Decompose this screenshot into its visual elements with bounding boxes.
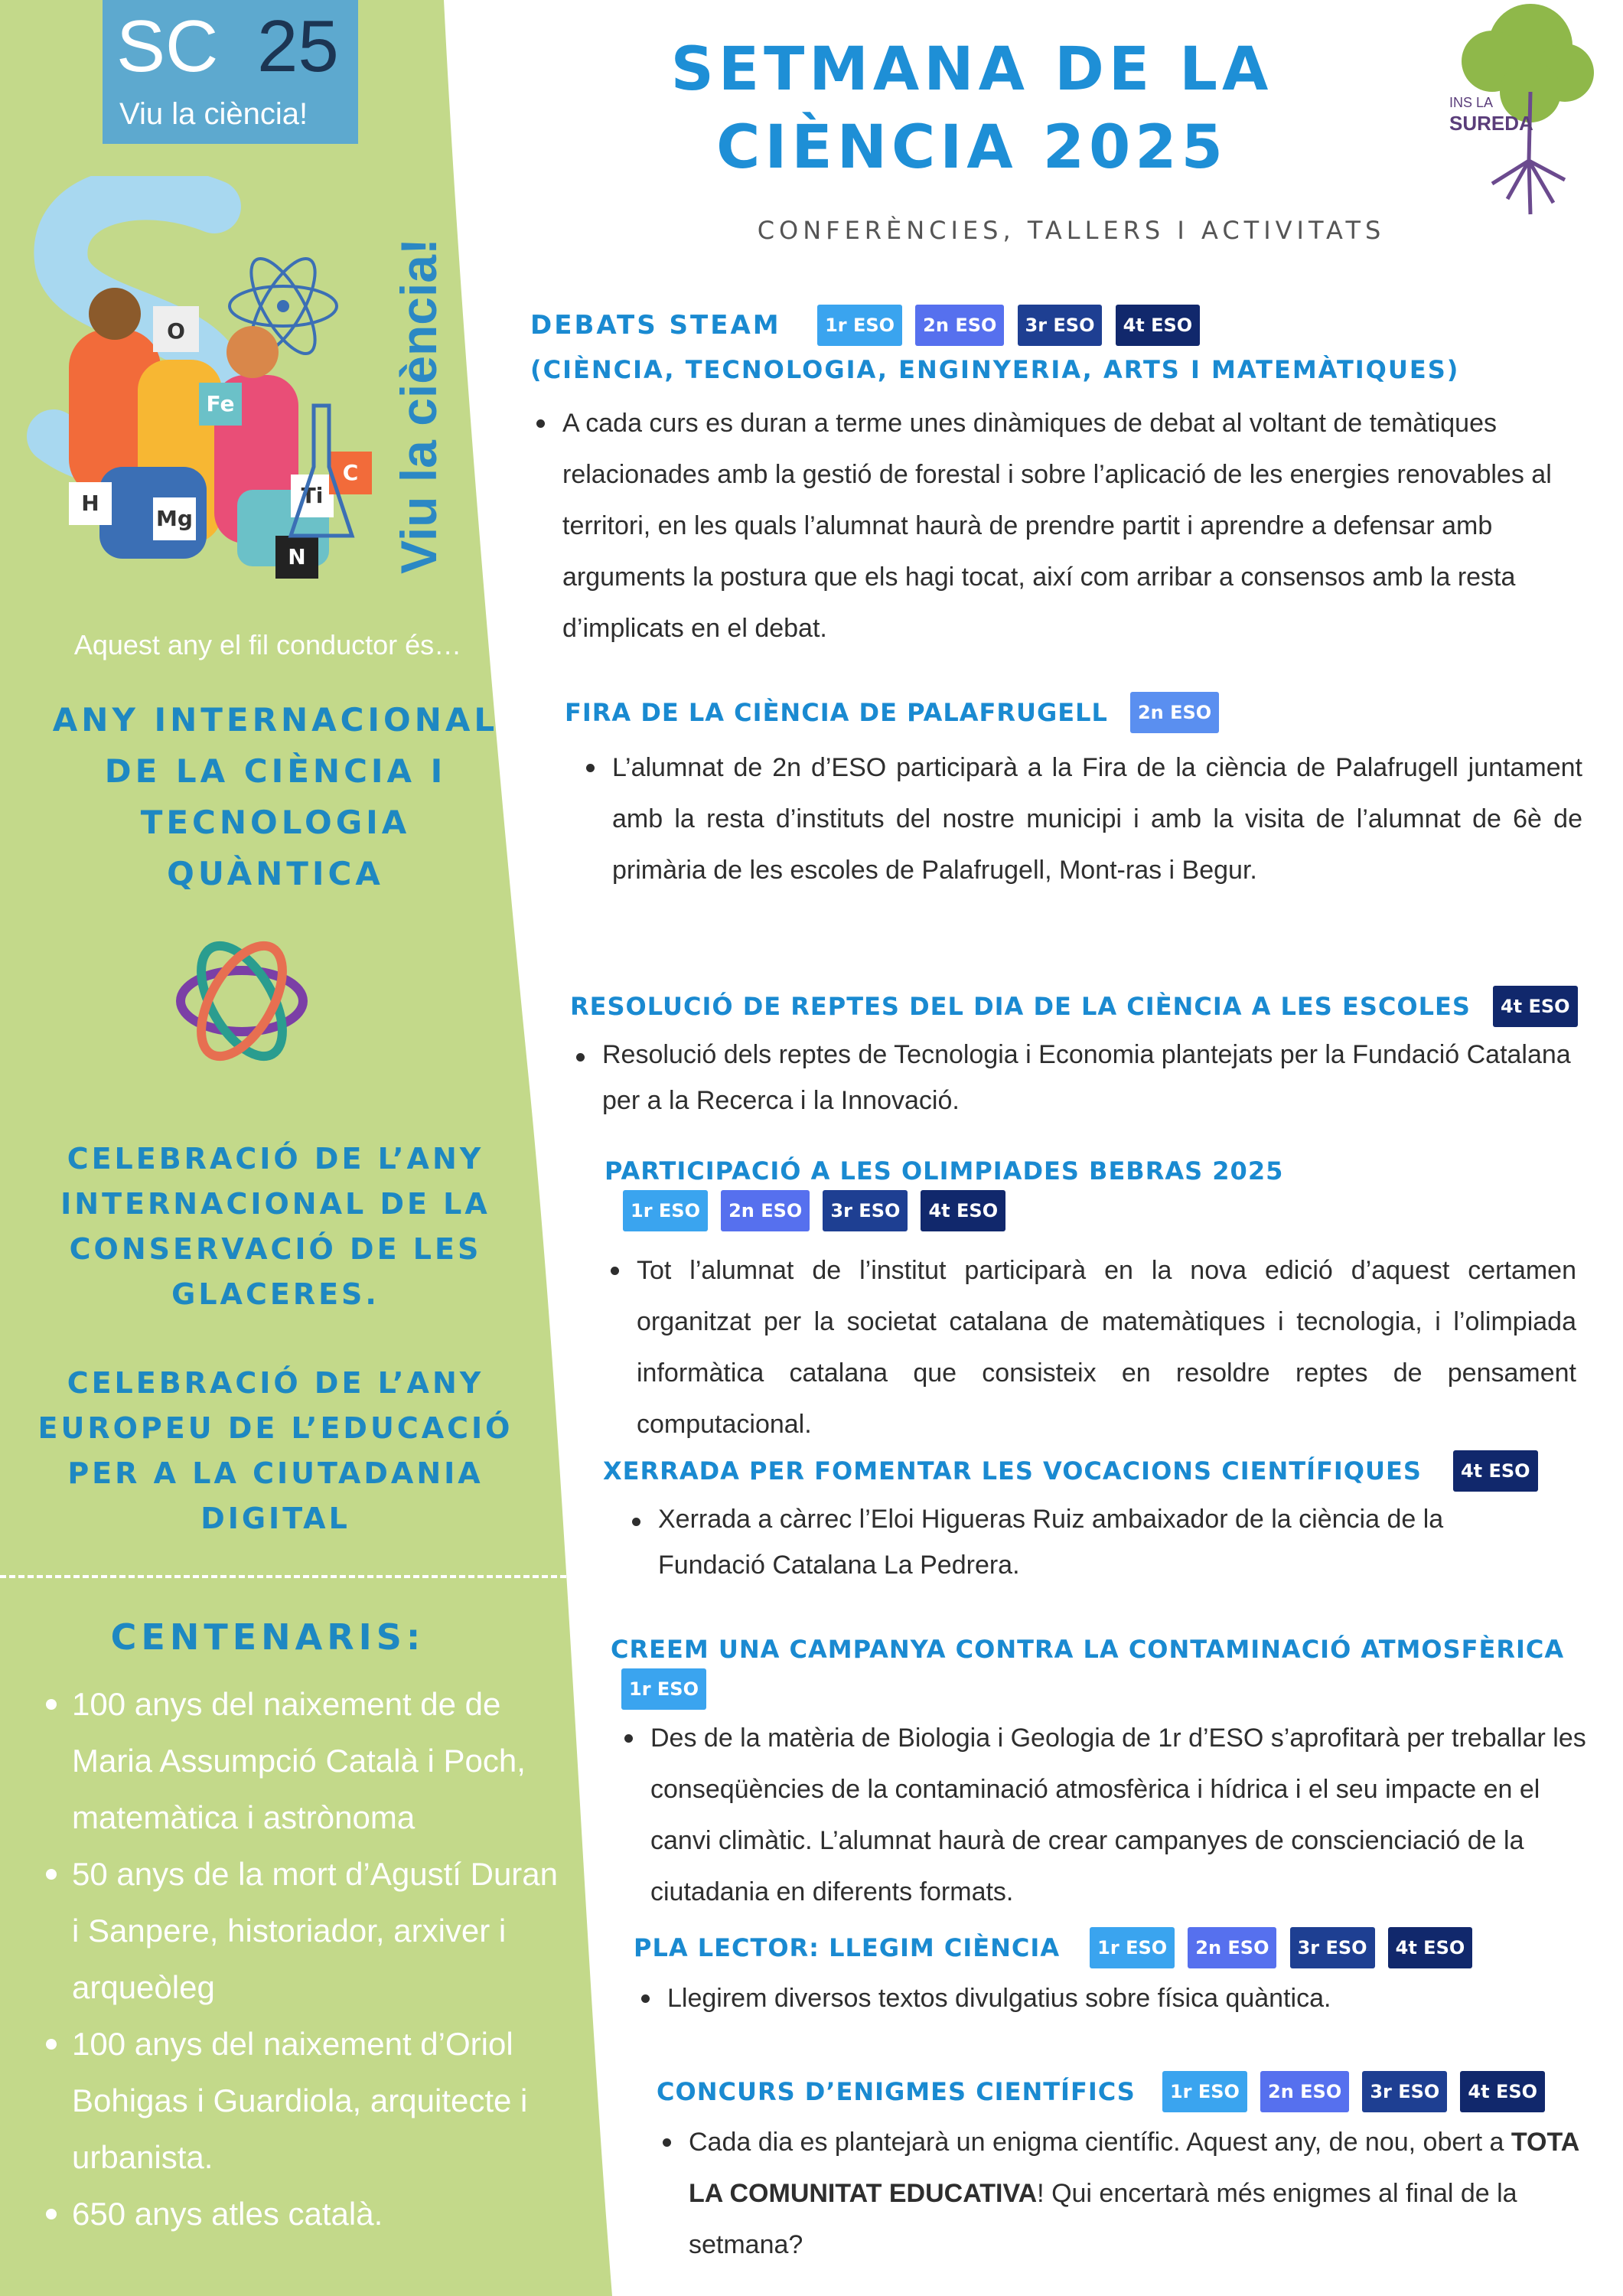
section-fira xyxy=(565,692,1582,896)
science-illustration xyxy=(23,176,375,589)
badge-2n-eso: 2n ESO xyxy=(1188,1927,1276,1968)
school-logo-line2: SUREDA xyxy=(1449,112,1533,135)
year-theme-line: DE LA CIÈNCIA I xyxy=(104,752,447,790)
badge-group xyxy=(1130,692,1228,733)
badge-group xyxy=(623,1190,1015,1231)
section-bullets xyxy=(626,1496,1544,1588)
section-title: CONCURS D’ENIGMES CIENTÍFICS xyxy=(657,2077,1136,2106)
svg-text:C: C xyxy=(342,460,359,485)
centenaris-item: 100 anys del naixement d’Oriol Bohigas i Guardiola, arquitecte i urbanista. xyxy=(46,2016,566,2186)
section-bullets xyxy=(605,1245,1576,1450)
section-title: RESOLUCIÓ DE REPTES DEL DIA DE LA CIÈNCIA A LES ESCOLES xyxy=(570,992,1471,1021)
school-logo-line1: INS LA xyxy=(1449,95,1494,110)
bullet-item: L’alumnat de 2n d’ESO participarà a la Fira de la ciència de Palafrugell juntament amb la resta d’instituts del nostre municipi i amb la visita de l’alumnat de 6è de primària de les escoles de Palafrugell, Mont-ras i Begur. xyxy=(580,742,1582,896)
title-line-2: CIÈNCIA 2025 xyxy=(716,113,1227,182)
badge-3r-eso: 3r ESO xyxy=(1018,305,1103,346)
badge-group xyxy=(1090,1927,1481,1968)
glaciers-line: CONSERVACIÓ DE LES xyxy=(69,1232,482,1266)
digital-line: CELEBRACIÓ DE L’ANY xyxy=(67,1366,484,1400)
sc25-logo xyxy=(103,0,358,144)
section-bullets xyxy=(618,1713,1598,1918)
section-title: XERRADA PER FOMENTAR LES VOCACIONS CIENTÍFIQUES xyxy=(603,1456,1422,1486)
glaciers-line: CELEBRACIÓ DE L’ANY xyxy=(67,1142,484,1176)
section-bullets xyxy=(635,1973,1569,2024)
section-bullets xyxy=(570,1032,1580,1124)
section-enigmes xyxy=(657,2071,1598,2271)
badge-2n-eso: 2n ESO xyxy=(915,305,1004,346)
badge-4t-eso: 4t ESO xyxy=(1116,305,1201,346)
page-title xyxy=(612,31,1331,187)
bullet-item: Xerrada a càrrec l’Eloi Higueras Ruiz ambaixador de la ciència de la Fundació Catalana La Pedrera. xyxy=(626,1496,1544,1588)
bullet-item: Tot l’alumnat de l’institut participarà en la nova edició d’aquest certamen organitzat per la societat catalana de matemàtiques i tecnologia, i l’olimpiada informàtica catalana que consisteix en resoldre reptes de pensament computacional. xyxy=(605,1245,1576,1450)
bullet-item: Resolució dels reptes de Tecnologia i Economia plantejats per la Fundació Catalana per a la Recerca i la Innovació. xyxy=(570,1032,1580,1124)
bullet-item: Llegirem diversos textos divulgatius sobre física quàntica. xyxy=(635,1973,1569,2024)
intro-text: Aquest any el fil conductor és… xyxy=(73,629,462,660)
section-bullets xyxy=(580,742,1582,896)
section-bullets xyxy=(530,398,1571,654)
badge-2n-eso: 2n ESO xyxy=(1130,692,1219,733)
logo-tagline: Viu la ciència! xyxy=(119,97,308,131)
section-subtitle: (CIÈNCIA, TECNOLOGIA, ENGINYERIA, ARTS I MATEMÀTIQUES) xyxy=(530,355,1460,384)
bullet-text-part: ! Qui encertarà més enigmes al final de la setmana? xyxy=(689,2179,1517,2259)
badge-1r-eso: 1r ESO xyxy=(1090,1927,1175,1968)
badge-3r-eso: 3r ESO xyxy=(1290,1927,1375,1968)
section-bullets xyxy=(657,2117,1590,2271)
digital-heading xyxy=(31,1361,520,1541)
dashed-divider xyxy=(0,1575,566,1578)
centenaris-heading: CENTENARIS: xyxy=(110,1616,425,1658)
bullet-text-part: Cada dia es plantejarà un enigma científic. Aquest any, de nou, obert a xyxy=(689,2128,1511,2157)
glaciers-heading xyxy=(31,1137,520,1317)
centenaris-item: 100 anys del naixement de de Maria Assumpció Català i Poch, matemàtica i astrònoma xyxy=(46,1676,566,1846)
svg-text:Fe: Fe xyxy=(206,391,235,416)
bullet-item: A cada curs es duran a terme unes dinàmiques de debat al voltant de temàtiques relacionades amb la gestió de forestal i sobre l’aplicació de les energies renovables al territori, en les quals l’alumnat haurà de prendre partit i aprendre a defensar amb arguments la postura que els hagi tocat, així com arribar a consensos amb la resta d’implicats en el debat. xyxy=(530,398,1571,654)
badge-2n-eso: 2n ESO xyxy=(721,1190,810,1231)
slogan-text: Viu la ciència! xyxy=(390,238,447,574)
bullet-text-bold: TOTA LA COMUNITAT EDUCATIVA xyxy=(689,2128,1579,2208)
badge-1r-eso: 1r ESO xyxy=(621,1668,706,1710)
logo-main: SC xyxy=(116,5,219,87)
badge-4t-eso: 4t ESO xyxy=(1388,1927,1473,1968)
section-campanya xyxy=(611,1630,1605,1918)
badge-4t-eso: 4t ESO xyxy=(1453,1450,1538,1492)
badge-4t-eso: 4t ESO xyxy=(921,1190,1005,1231)
glaciers-line: INTERNACIONAL DE LA xyxy=(60,1187,490,1221)
year-theme-line: ANY INTERNACIONAL xyxy=(52,701,499,739)
section-bebras xyxy=(605,1152,1599,1450)
quantum-year-logo xyxy=(173,932,311,1070)
page-subtitle: CONFERÈNCIES, TALLERS I ACTIVITATS xyxy=(757,216,1386,245)
year-theme-line: TECNOLOGIA xyxy=(140,804,411,841)
section-debats xyxy=(530,305,1586,654)
badge-2n-eso: 2n ESO xyxy=(1260,2071,1349,2112)
title-line-1: SETMANA DE LA xyxy=(670,35,1273,104)
svg-text:H: H xyxy=(81,491,99,516)
school-logo xyxy=(1439,0,1599,230)
section-title: DEBATS STEAM xyxy=(530,310,781,341)
badge-group xyxy=(817,305,1209,346)
section-xerrada xyxy=(603,1450,1598,1588)
year-theme-line: QUÀNTICA xyxy=(167,855,384,892)
badge-group xyxy=(621,1668,715,1710)
badge-1r-eso: 1r ESO xyxy=(1162,2071,1247,2112)
svg-text:Ti: Ti xyxy=(301,483,324,508)
centenaris-list xyxy=(46,1676,566,2242)
badge-3r-eso: 3r ESO xyxy=(823,1190,908,1231)
badge-4t-eso: 4t ESO xyxy=(1493,986,1578,1027)
badge-3r-eso: 3r ESO xyxy=(1362,2071,1447,2112)
bullet-item: Des de la matèria de Biologia i Geologia de 1r d’ESO s’aprofitarà per treballar les conseqüències de la contaminació atmosfèrica i hídrica i el seu impacte en el canvi climàtic. L’alumnat haurà de crear campanyes de conscienciació de la ciutadania en diferents formats. xyxy=(618,1713,1598,1918)
svg-text:O: O xyxy=(167,318,185,344)
year-theme-heading xyxy=(31,694,520,899)
digital-line: EUROPEU DE L’EDUCACIÓ xyxy=(37,1411,513,1445)
badge-1r-eso: 1r ESO xyxy=(817,305,902,346)
vertical-slogan xyxy=(375,176,459,589)
badge-group xyxy=(1453,1450,1547,1492)
section-title: CREEM UNA CAMPANYA CONTRA LA CONTAMINACIÓ ATMOSFÈRICA xyxy=(611,1635,1565,1664)
badge-4t-eso: 4t ESO xyxy=(1460,2071,1545,2112)
badge-group xyxy=(1162,2071,1554,2112)
badge-1r-eso: 1r ESO xyxy=(623,1190,708,1231)
digital-line: DIGITAL xyxy=(200,1502,350,1535)
centenaris-item: 50 anys de la mort d’Agustí Duran i Sanpere, historiador, arxiver i arqueòleg xyxy=(46,1846,566,2016)
section-reptes xyxy=(570,986,1588,1124)
glaciers-line: GLACERES. xyxy=(171,1277,380,1311)
section-title: FIRA DE LA CIÈNCIA DE PALAFRUGELL xyxy=(565,698,1108,727)
section-title: PARTICIPACIÓ A LES OLIMPIADES BEBRAS 2025 xyxy=(605,1156,1284,1186)
centenaris-item: 650 anys atles català. xyxy=(46,2186,566,2242)
svg-text:N: N xyxy=(288,544,306,569)
digital-line: PER A LA CIUTADANIA xyxy=(67,1456,484,1490)
bullet-item xyxy=(657,2117,1590,2271)
svg-text:Mg: Mg xyxy=(156,506,193,531)
section-title: PLA LECTOR: LLEGIM CIÈNCIA xyxy=(634,1933,1061,1962)
badge-group xyxy=(1493,986,1587,1027)
logo-number: 25 xyxy=(257,5,339,87)
section-lector xyxy=(634,1927,1590,2024)
